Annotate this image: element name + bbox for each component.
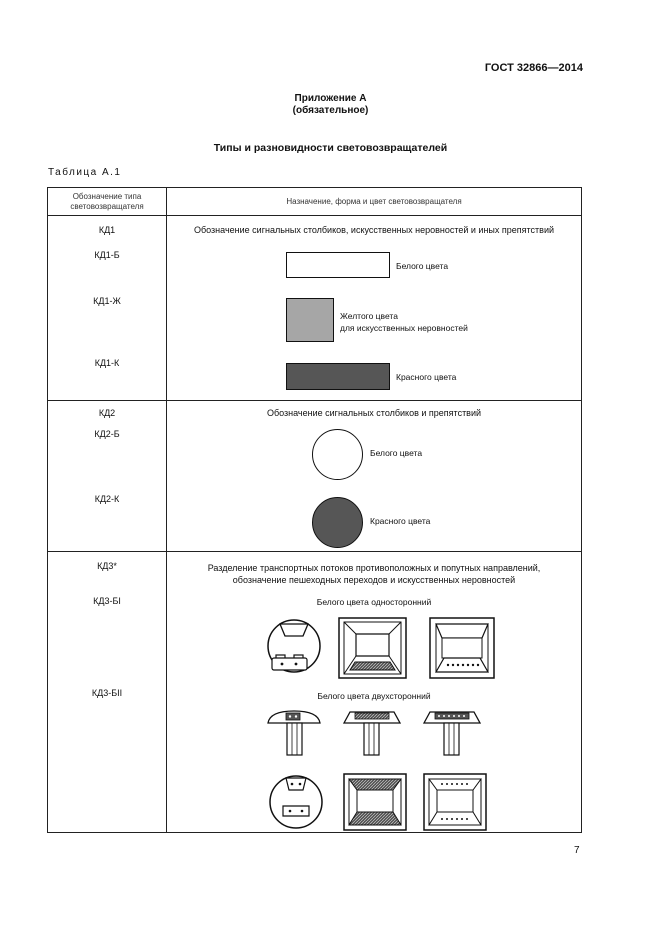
code-kd1-k: КД1-К xyxy=(94,358,120,368)
code-kd1: КД1 xyxy=(98,225,116,235)
caption-yellow xyxy=(340,310,468,334)
code-kd2-k: КД2-К xyxy=(94,494,120,504)
code-kd1-zh: КД1-Ж xyxy=(93,296,121,306)
description-kd2: Обозначение сигнальных столбиков и препятствий xyxy=(266,408,482,418)
square-reflector-one-sided-icon xyxy=(339,618,406,678)
square-reflector-one-sided-variant-icon xyxy=(430,618,494,678)
caption-two-sided: Белого цвета двухсторонний xyxy=(317,691,431,701)
code-kd2: КД2 xyxy=(98,408,116,418)
caption-one-sided: Белого цвета односторонний xyxy=(316,597,432,607)
description-kd1: Обозначение сигнальных столбиков, искусственных неровностей и иных препятствий xyxy=(194,225,554,235)
code-kd1-b: КД1-Б xyxy=(94,250,120,260)
caption-white-circle: Белого цвета xyxy=(370,448,423,458)
table-row-rule xyxy=(47,400,582,401)
table-header-rule xyxy=(47,215,582,216)
caption-yellow-line: для искусственных неровностей xyxy=(340,323,468,333)
appendix-status: (обязательное) xyxy=(292,105,369,116)
one-sided-reflectors-drawing xyxy=(250,612,500,684)
code-kd3: КД3* xyxy=(97,561,117,571)
code-kd3-bii: КД3-БII xyxy=(91,688,123,698)
round-reflector-one-sided-icon xyxy=(268,620,320,672)
col2-header: Назначение, форма и цвет световозвращателя xyxy=(286,197,462,206)
description-kd3-line: обозначение пешеходных переходов и искусственных неровностей xyxy=(232,575,516,585)
two-sided-reflectors-side-view xyxy=(260,705,500,767)
code-kd3-bi: КД3-БI xyxy=(93,596,121,606)
table-column-divider xyxy=(166,187,167,833)
round-reflector-side-view-icon xyxy=(268,711,320,755)
table-label: Таблица А.1 xyxy=(48,167,122,178)
description-kd3-line: Разделение транспортных потоков противоположных и попутных направлений, xyxy=(207,563,541,573)
table-row-rule xyxy=(47,551,582,552)
yellow-square-reflector xyxy=(286,298,334,342)
square-reflector-variant-side-view-icon xyxy=(424,712,480,755)
square-reflector-two-sided-variant-icon xyxy=(424,774,486,830)
col1-header xyxy=(48,192,166,212)
description-kd3 xyxy=(167,562,581,586)
two-sided-reflectors-top-view xyxy=(250,770,500,832)
code-kd2-b: КД2-Б xyxy=(94,429,120,439)
caption-red: Красного цвета xyxy=(396,372,457,382)
red-circle-reflector xyxy=(312,497,363,548)
red-rectangle-reflector xyxy=(286,363,390,390)
caption-red-circle: Красного цвета xyxy=(370,516,431,526)
col1-header-line: Обозначение типа xyxy=(72,192,142,201)
caption-yellow-line: Желтого цвета xyxy=(340,311,398,321)
col1-header-line: световозвращателя xyxy=(70,202,144,211)
square-reflector-side-view-icon xyxy=(344,712,400,755)
round-reflector-two-sided-icon xyxy=(270,776,322,828)
caption-white: Белого цвета xyxy=(396,261,449,271)
standard-number: ГОСТ 32866—2014 xyxy=(484,62,583,74)
appendix-title: Приложение А xyxy=(294,93,367,104)
square-reflector-two-sided-icon xyxy=(344,774,406,830)
page-number: 7 xyxy=(574,845,580,856)
section-title: Типы и разновидности световозвращателей xyxy=(213,142,448,154)
white-circle-reflector xyxy=(312,429,363,480)
white-rectangle-reflector xyxy=(286,252,390,278)
